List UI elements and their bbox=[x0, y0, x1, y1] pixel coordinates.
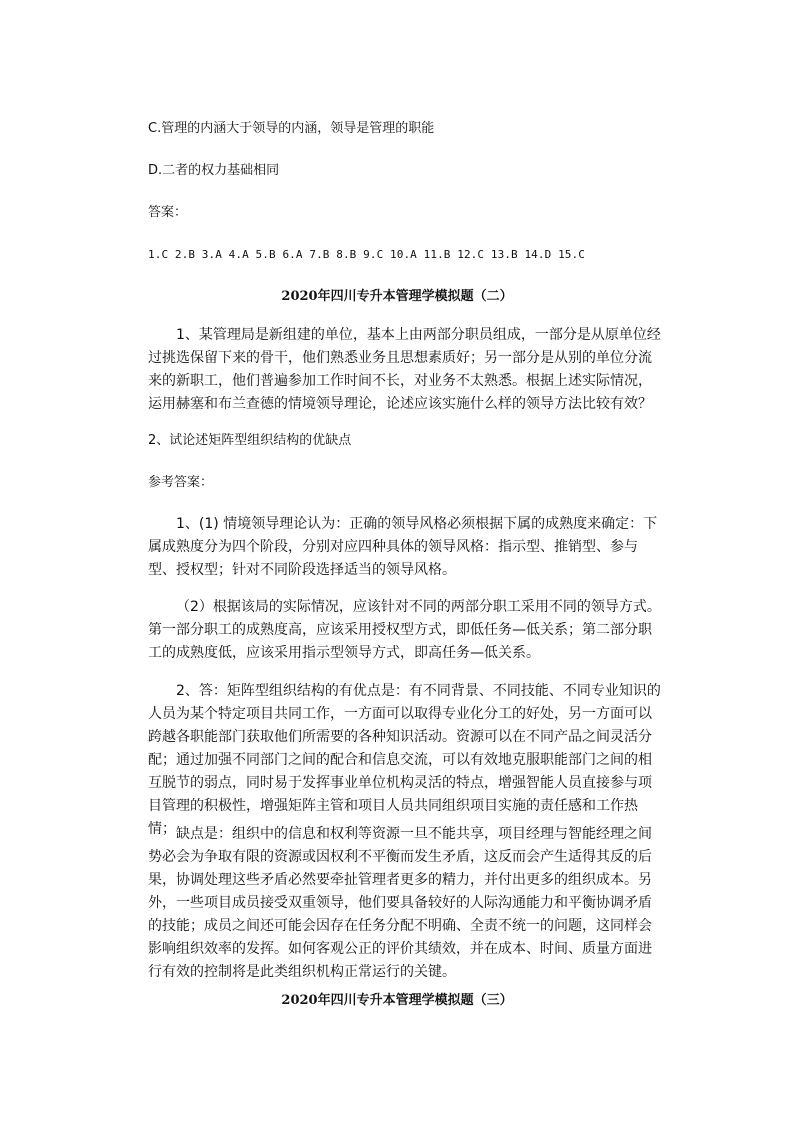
section-title-3: 2020年四川专升本管理学模拟题（三） bbox=[281, 993, 513, 1008]
answer-1-part-1-text: 1、(1) 情境领导理论认为：正确的领导风格必须根据下属的成熟度来确定：下属成熟度分为四个阶段，分别对应四种具体的领导风格：指示型、推销型、参与型、授权型；针对不同阶段选择适当的领导风格。 bbox=[148, 516, 658, 578]
section-title-2: 2020年四川专升本管理学模拟题（二） bbox=[281, 289, 513, 304]
answer-1-part-2-text: （2）根据该局的实际情况，应该针对不同的两部分职工采用不同的领导方式。第一部分职工的成熟度高，应该采用授权型方式，即低任务—低关系；第二部分职工的成熟度低，应该采用指示型领导方式，即高任务—低关系。 bbox=[148, 599, 661, 661]
answer-2-pros-text: 2、答：矩阵型组织结构的有优点是：有不同背景、不同技能、不同专业知识的人员为某个特定项目共同工作，一方面可以取得专业化分工的好处，另一方面可以跨越各职能部门获取他们所需要的各种知识活动。资源可以在不同产品之间灵活分配；通过加强不同部门之间的配合和信息交流，可以有效地克服职能部门之间的相互脱节的弱点，同时易于发挥事业单位机构灵活的特点，增强智能人员直接参与项目管理的积极性，增强矩阵主管和项目人员共同组织项目实施的责任感和工作热情； bbox=[148, 683, 661, 837]
answer-key: 1.C 2.B 3.A 4.A 5.B 6.A 7.B 8.B 9.C 10.A 11.B 12.C 13.B 14.D 15.C bbox=[148, 248, 585, 261]
option-c: C.管理的内涵大于领导的内涵，领导是管理的职能 bbox=[148, 121, 435, 136]
answer-1-part-2 bbox=[148, 596, 663, 665]
question-2: 2、试论述矩阵型组织结构的优缺点 bbox=[148, 433, 352, 448]
answer-label: 答案： bbox=[148, 205, 188, 220]
question-1 bbox=[148, 324, 663, 416]
answer-2-cons-text: 缺点是：组织中的信息和权利等资源一旦不能共享，项目经理与智能经理之间势必会为争取有限的资源或因权利不平衡而发生矛盾，这反而会产生适得其反的后果，协调处理这些矛盾必然要牵扯管理者更多的精力，并付出更多的组织成本。另外，一些项目成员接受双重领导，他们要具备较好的人际沟通能力和平衡协调矛盾的技能；成员之间还可能会因存在任务分配不明确、全责不统一的问题，这同样会影响组织效率的发挥。如何客观公正的评价其绩效，并在成本、时间、质量方面进行有效的控制将是此类组织机构正常运行的关键。 bbox=[148, 826, 652, 980]
reference-answer-label: 参考答案： bbox=[148, 475, 214, 490]
answer-2-cons bbox=[148, 823, 663, 984]
answer-2-pros bbox=[148, 680, 663, 841]
answer-1-part-1 bbox=[148, 513, 663, 582]
option-d: D.二者的权力基础相同 bbox=[148, 163, 280, 178]
question-1-text: 1、某管理局是新组建的单位，基本上由两部分职员组成，一部分是从原单位经过挑选保留下来的骨干，他们熟悉业务且思想素质好；另一部分是从别的单位分流来的新职工，他们普遍参加工作时间不长，对业务不太熟悉。根据上述实际情况，运用赫塞和布兰查德的情境领导理论，论述应该实施什么样的领导方法比较有效？ bbox=[148, 327, 661, 412]
